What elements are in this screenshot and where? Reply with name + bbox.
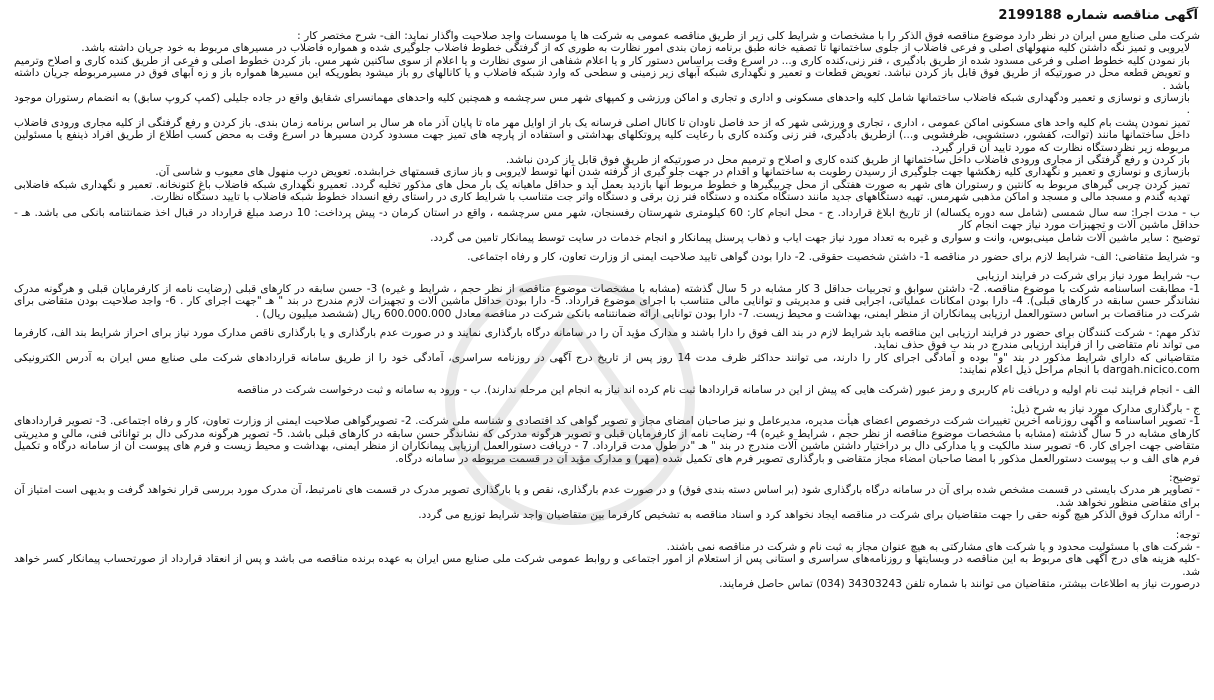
attention-3: درصورت نیاز به اطلاعات بیشتر، متقاضیان می توانند با شماره تلفن 34303243 (034) تماس حاصل فرمایند.: [719, 578, 1200, 591]
notice-title: آگهی مناقصه شماره 2199188: [998, 8, 1198, 23]
scope-item-3: بازسازی و نوسازی و تعمیر ودگهداری شبکه فاضلاب ساختمانها شامل کلیه واحدهای مسکونی و اداری و تجاری و اماکن ورزشی و کمپهای شهر مس سرچشمه و همچنین کلیه واحدهای مهمانسرای شقایق واقع در جاده جلیلی (کمپ کروپ سابق) به انضمام رستوران موجود .: [14, 92, 1190, 117]
important-reminder: تذکر مهم: - شرکت کنندگان برای حضور در فرایند ارزیابی این مناقصه باید شرایط لازم در بند الف فوق را دارا باشند و مدارک مؤید آن را در سامانه درگاه بارگذاری نمایند و در صورت عدم بارگذاری و یا بارگذاری ناقص مدارک مورد نیاز برای احراز شرایط بند الف، کارفرما می تواند نام متقاضی را از فرآیند ارزیابی مندرج در بند ب فوق حذف نماید.: [14, 326, 1200, 352]
attention-1: - شرکت های با مسئولیت محدود و یا شرکت های مشارکتی به هیچ عنوان مجاز به ثبت نام و شرکت در مناقصه نمی باشند.: [666, 541, 1200, 554]
notes-title: توضیح:: [1168, 472, 1200, 484]
duration-location-payment: ب - مدت اجرا: سه سال شمسی (شامل سه دوره یکساله) از تاریخ ابلاغ قرارداد. ج - محل انجام کار: 60 کیلومتری شهرستان رفسنجان، شهر مس سرچشمه ، واقع در استان کرمان د- پیش پرداخت: 10 درصد مبلغ قرارداد در قبال اخذ ضمانتنامه بانکی می باشد. هـ - حداقل ماشین آلات و تجهیزات مورد نیاز جهت انجام کار: [14, 206, 1201, 232]
scope-item-2: باز نمودن کلیه خطوط اصلی و فرعی مسدود شده از طریق بادگیری ، فنر زنی،کنده کاری و... در اسرع وقت براساس دستور کار و یا اعلام شفاهی از سوی نظارت و یا اعلام از سوی ساکنین شهر مس. باز کردن خطوط اصلی و فرعی از طریق کنده کاری و اصلاح وترمیم و تعویض قطعه محل در صورتیکه از طریق فوق قابل باز کردن نباشد. تعویض قطعات و تعمیر و نگهداری شبکه آبهای زیر زمینی و سطحی که وارد شبکه فاضلاب و یا کانالهای رو باز میشود بطوریکه این مسیرها همواره باز و زه آبهای فوق در مسیرمربوطه جریان داشته باشد .: [14, 54, 1190, 92]
note-1: - تصاویر هر مدرک بایستی در قسمت مشخص شده برای آن در سامانه درگاه بارگذاری شود (بر اساس دسته بندی فوق) و در صورت عدم بارگذاری، نقص و یا بارگذاری تصویر مدرک در قسمت های نامرتبط، آن مدرک مورد بررسی قرار نخواهد گرفت و بدیهی است امتیاز آن برای متقاضی منظور نخواهد شد.: [14, 484, 1200, 509]
documents-title: ج - بارگذاری مدارک مورد نیاز به شرح ذیل:: [1010, 402, 1200, 415]
machinery-note: توضیح : سایر ماشین آلات شامل مینی‌بوس، وانت و سواری و غیره به تعداد مورد نیاز جهت ایاب و ذهاب پرسنل پیمانکار و انجام خدمات در سایت توسط پیمانکار تامین می گردد.: [430, 231, 1200, 244]
intro-paragraph: شرکت ملی صنایع مس ایران در نظر دارد موضوع مناقصه فوق الذکر را با مشخصات و شرایط کلی زیر از طریق مناقصه عمومی به شرکت ها یا موسسات واجد صلاحیت واگذار نماید: الف- شرح مختصر کار :: [297, 30, 1200, 42]
registration-instructions: متقاضیانی که دارای شرایط مذکور در بند "و" بوده و آمادگی اجرای کار را دارند، می توانند حداکثر ظرف مدت 14 روز پس از تاریخ درج آگهی در روزنامه سراسری، آمادگی خود را از طریق سامانه قراردادهای شرکت ملی صنایع مس ایران به آدرس الکترونیکی dargah.nicico.com با انجام مراحل ذیل اعلام نمایند:: [14, 351, 1200, 377]
applicant-conditions: و- شرایط متقاضی: الف- شرایط لازم برای حضور در مناقصه 1- داشتن شخصیت حقوقی. 2- دارا بودن گواهی تایید صلاحیت ایمنی از وزارت تعاون، کار و رفاه اجتماعی.: [467, 250, 1200, 263]
scope-item-5: باز کردن و رفع گرفتگی از مجاری ورودی فاضلاب داخل ساختمانها از طریق کنده کاری و اصلاح و ترمیم محل در صورتیکه از طریق فوق قابل باز کردن نباشد.: [505, 154, 1190, 167]
scope-item-7: تمیز کردن چربی گیرهای مربوط به کانتین و رستوران های شهر به صورت هفتگی از محل چربیگیرها و خطوط مربوط آنها بازدید بعمل آید و حداقل ماهیانه یک بار محل های مذکور تخلیه گردد. تعمیرو نگهداری شبکه فاضلاب باغ کتونخانه. تعمیر و نگهداری شبکه فاضلابی تهدیه گندم و مسجد مالی و مسجد و اماکن مذهبی شهرمس. تهیه دستگاههای جدید مانند دستگاه مکنده و دستگاه فنر زن برقی و دستگاه واتر جت متناسب با شرایط کاری در راستای رفع انسداد خطوط شبکه فاضلاب با تایید دستگاه نظارت.: [14, 178, 1190, 204]
registration-steps: الف - انجام فرایند ثبت نام اولیه و دریافت نام کاربری و رمز عبور (شرکت هایی که پیش از این در سامانه قراردادها ثبت نام کرده اند نیاز به انجام این مرحله ندارند). ب - ورود به سامانه و ثبت درخواست شرکت در مناقصه: [236, 383, 1200, 396]
scope-item-1: لایروبی و تمیز نگه داشتن کلیه منهولهای اصلی و فرعی فاضلاب از جلوی ساختمانها تا تصفیه خانه طبق برنامه زمان بندی امور نظارت به طوری که از گرفتگی خطوط فاضلاب جلوگیری شده و همواره فاضلاب در مسیرهای مربوط به خود جریان داشته باشد.: [81, 42, 1190, 55]
notice-body: [14, 30, 1200, 591]
note-2: - ارائه مدارک فوق الذکر هیچ گونه حقی را جهت متقاضیان برای شرکت در مناقصه ایجاد نخواهد کرد و اسناد مناقصه به تشخیص کارفرما بین متقاضیان واجد شرایط توزیع می گردد.: [418, 509, 1200, 522]
documents-text: 1- تصویر اساسنامه و آگهی روزنامه آخرین تغییرات شرکت درخصوص اعضای هیأت مدیره، مدیرعامل و نیز صاحبان امضای مجاز و تصویر گواهی کد اقتصادی و شناسه ملی شرکت. 2- تصویرگواهی صلاحیت ایمنی از وزارت تعاون، کار و رفاه اجتماعی. 3- تصویر قراردادهای کارهای مشابه در 5 سال گذشته (مشابه با مشخصات موضوع مناقصه از نظر حجم ، شرایط و غیره) 4- رضایت نامه از کارفرمایان قبلی و تصویر هرگونه مدرکی که نشاندگر حسن سابقه در کارهای قبلی باشد. 5- تصویر هرگونه مدرکی دال بر توانائی فنی، مالی و مدیریتی متقاضی جهت اجرای کار. 6- تصویر سند مالکیت و یا مدارکی دال بر دراختیار داشتن ماشین آلات مندرج در بند " هـ "در طول مدت قرارداد. 7 - دریافت دستورالعمل ارزیابی پیمانکاران از منظر ایمنی، بهداشت و محیط زیست و فرم های پیوست آن از سامانه درگاه و تکمیل فرم های الف و ب پیوست دستورالعمل مذکور با امضا صاحبان امضاء مجاز متقاضی و بارگذاری تصویر فرم های تکمیل شده (مهر) و مدارک مؤید آن در قسمت مربوطه در سامانه درگاه.: [14, 415, 1200, 465]
evaluation-title: ب- شرایط مورد نیاز برای شرکت در فرایند ارزیابی: [976, 270, 1200, 283]
attention-2: -کلیه هزینه های درج آگهی های مربوط به این مناقصه در وبسایتها و روزنامه‌های سراسری و استانی پس از استعلام از امور اجتماعی و روابط عمومی شرکت ملی صنایع مس ایران به عهده برنده مناقصه می باشد و پس از انعقاد قرارداد از صورتحساب پیمانکار کسر خواهد شد.: [14, 553, 1200, 578]
scope-item-4: تمیز نمودن پشت بام کلیه واحد های مسکونی اماکن عمومی ، اداری ، تجاری و ورزشی شهر که از حد فاصل ناودان تا کانال اصلی فرسانه یک بار از اوایل مهر ماه تا پایان آذر ماه هر سال بر اساس برنامه زمان بندی. باز کردن و رفع گرفتگی از کلیه مجاری ورودی فاضلاب داخل ساختمانها مانند (توالت، کفشور، دستشویی، ظرفشویی و...) ازطریق بادگیری، فنر زنی وکنده کاری با رعایت کلیه پروتکلهای بهداشتی و استفاده از پارچه های تمیز جهت مسدود کردن مسیرها در اسرع وقت به محض کسب اطلاع از طریق افراد ذینفع یا مسئولین مربوطه زیر نظردستگاه نظارت که مورد تایید آن قرار گیرد.: [14, 116, 1190, 154]
scope-item-6: بازسازی و نوسازی و تعمیر و نگهداری کلیه زهکشها جهت جلوگیری از رسیدن رطوبت به ساختمانها و اقدام در جهت جلو گیری از گرفته شدن آنها توسط لایروبی و باز سازی قسمتهای خرابشده. تعویض درب منهول های معیوب و شاسی آن.: [155, 166, 1190, 179]
attention-title: توجه:: [1175, 528, 1200, 541]
evaluation-text: 1- مطابقت اساسنامه شرکت با موضوع مناقصه. 2- داشتن سوابق و تجربیات حداقل 3 کار مشابه در 5 سال گذشته (مشابه با مشخصات موضوع مناقصه از نظر حجم ، شرایط و غیره) 3- حسن سابقه در کارهای قبلی (رضایت نامه از کارفرمایان قبلی و هرگونه مدرک نشاندگر حسن سابقه در کارهای قبلی). 4- دارا بودن امکانات عملیاتی، اجرایی فنی و مدیریتی و توانایی مالی متناسب با اجرای موضوع قرارداد. 5- دارا بودن حداقل ماشین آلات و تجهیزات لازم مندرج در بند " هـ "جهت اجرای کار . 6- واجد صلاحیت بودن متقاضی برای شرکت در مناقصات بر اساس دستورالعمل ارزیابی پیمانکاران از منظر ایمنی، بهداشت و محیط زیست. 7- دارا بودن توانایی ارائه ضمانتنامه بانکی شرکت در مناقصه معادل 600.000.000 ریال (ششصد میلیون ریال) .: [14, 282, 1201, 320]
